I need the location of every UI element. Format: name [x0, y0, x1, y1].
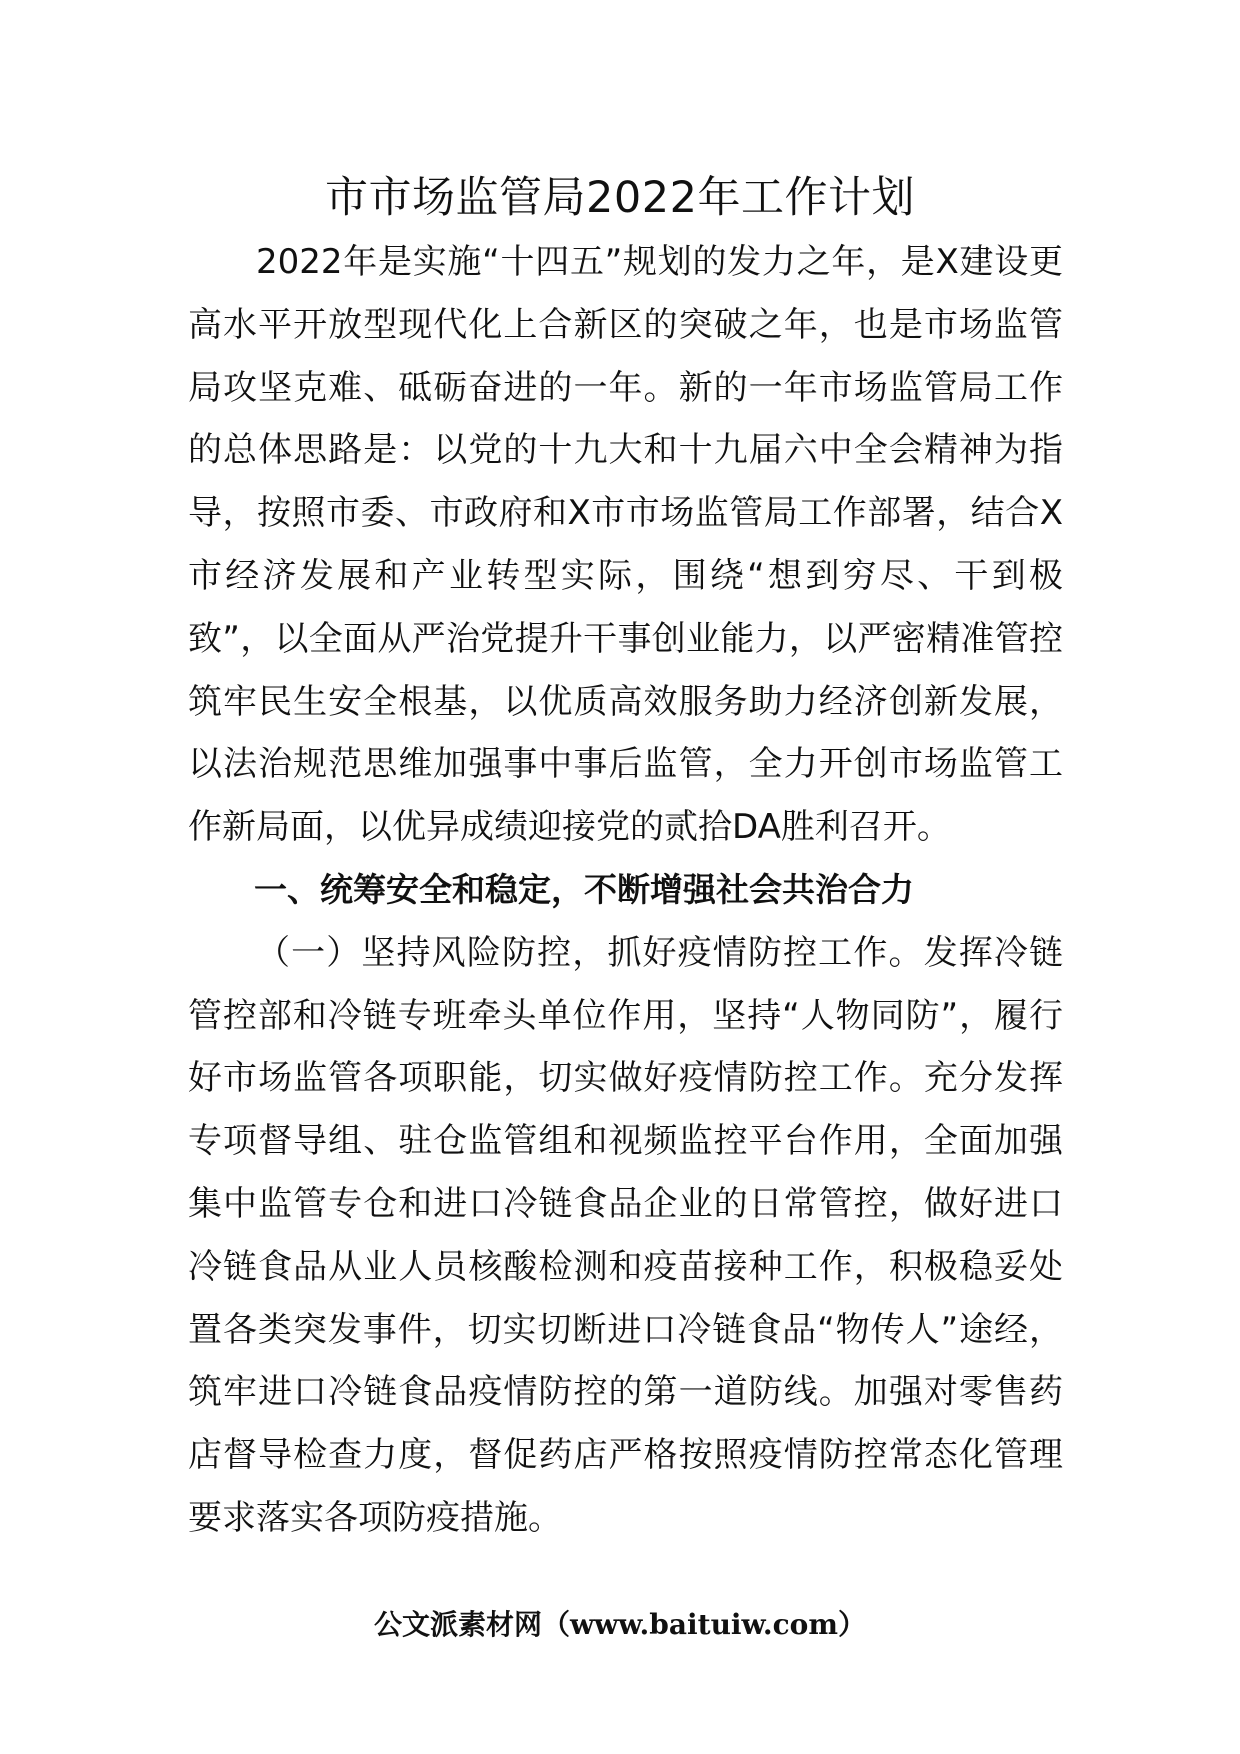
source-footer: 公文派素材网（www.baituiw.com） [374, 1608, 866, 1641]
subsection-paragraph: （一）坚持风险防控，抓好疫情防控工作。发挥冷链管控部和冷链专班牵头单位作用，坚持“人物同防”，履行好市场监管各项职能，切实做好疫情防控工作。充分发挥专项督导组、驻仓监管组和视频监控平台作用，全面加强集中监管专仓和进口冷链食品企业的日常管控，做好进口冷链食品从业人员核酸检测和疫苗接种工作，积极稳妥处置各类突发事件，切实切断进口冷链食品“物传人”途经，筑牢进口冷链食品疫情防控的第一道防线。加强对零售药店督导检查力度，督促药店严格按照疫情防控常态化管理要求落实各项防疫措施。 [188, 932, 1063, 1538]
document-body [188, 231, 1063, 1550]
document-title: 市市场监管局2022年工作计划 [325, 173, 915, 223]
intro-paragraph: 2022年是实施“十四五”规划的发力之年，是X建设更高水平开放型现代化上合新区的突破之年，也是市场监管局攻坚克难、砥砺奋进的一年。新的一年市场监管局工作的总体思路是：以党的十九大和十九届六中全会精神为指导，按照市委、市政府和X市市场监管局工作部署，结合X市经济发展和产业转型实际，围绕“想到穷尽、干到极致”，以全面从严治党提升干事创业能力，以严密精准管控筑牢民生安全根基，以优质高效服务助力经济创新发展，以法治规范思维加强事中事后监管，全力开创市场监管工作新局面，以优异成绩迎接党的贰拾DA胜利召开。 [188, 242, 1063, 848]
section-heading: 一、统筹安全和稳定，不断增强社会共治合力 [254, 870, 914, 908]
